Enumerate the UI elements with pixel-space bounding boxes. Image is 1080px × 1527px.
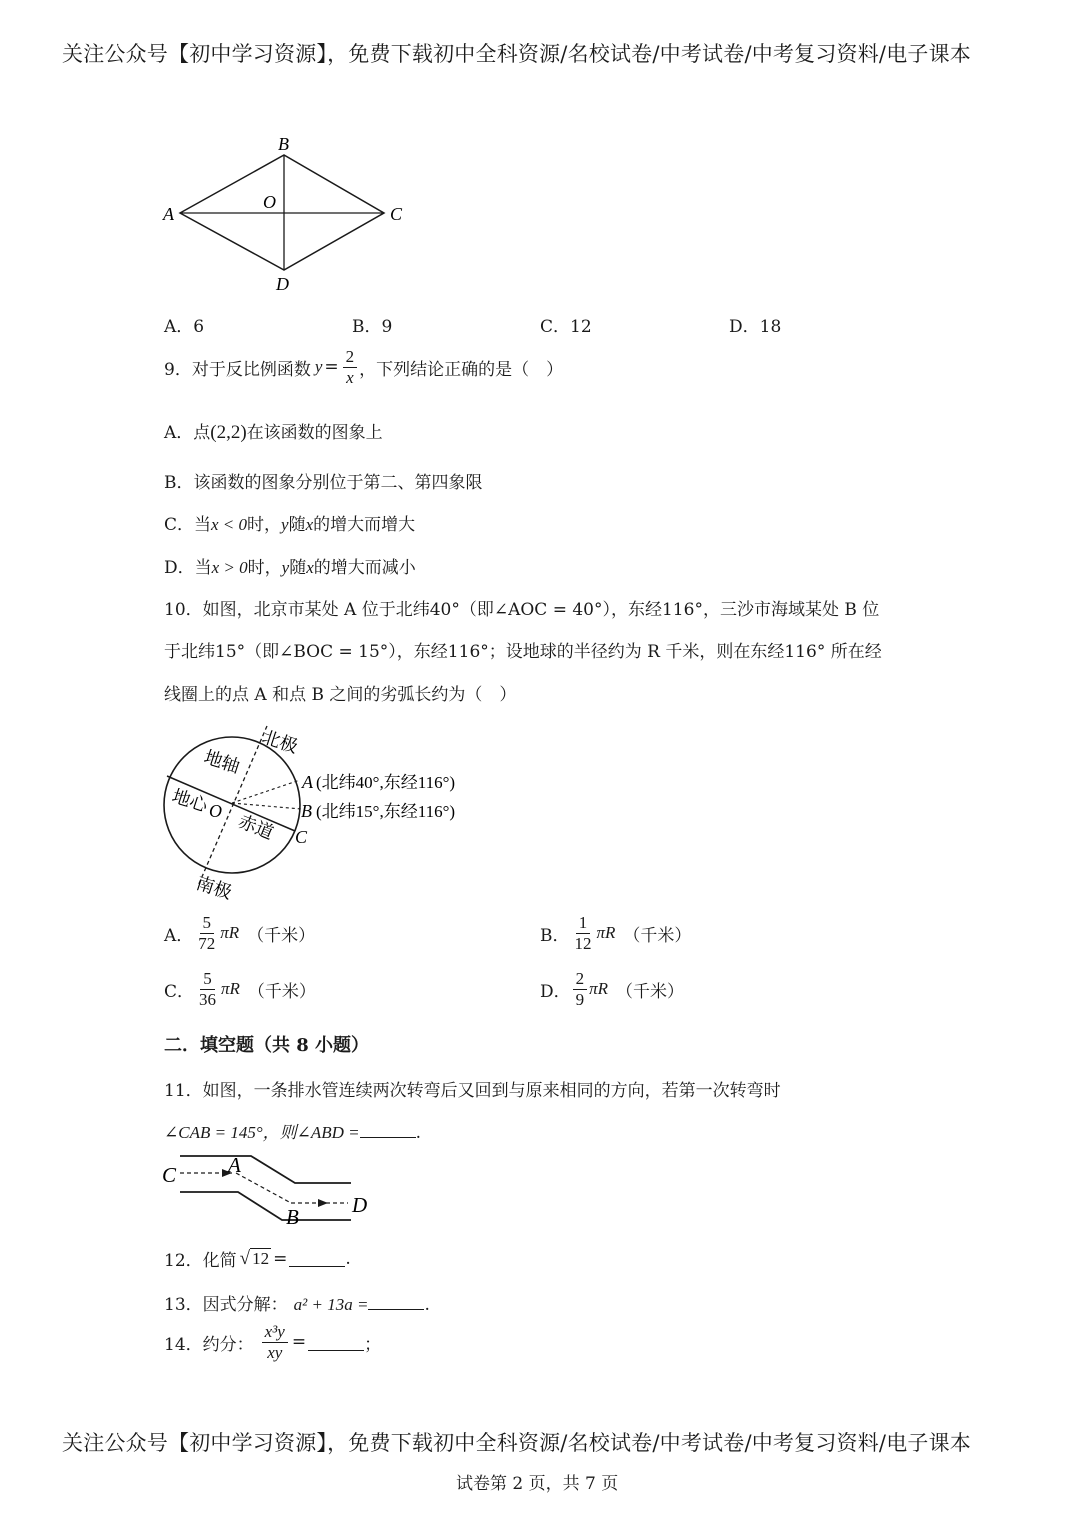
pipe-upper-wall: [180, 1156, 351, 1183]
center-label: 地心: [169, 785, 211, 816]
header-banner: 关注公众号【初中学习资源】，免费下载初中全科资源/名校试卷/中考试卷/中考复习资料/电子课本: [62, 42, 971, 66]
label-o: O: [263, 192, 276, 212]
flow-line-2: [236, 1173, 291, 1203]
q13: 13．因式分解： a² + 13a = .: [164, 1295, 430, 1315]
q10-line-1: 10．如图，北京市某处 A 位于北纬40°（即∠AOC = 40°），东经116°，三沙市海域某处 B 位: [164, 600, 880, 620]
sqrt-symbol: √: [239, 1247, 251, 1269]
pipe-label-d: D: [352, 1193, 368, 1217]
q8-option-d: D．18: [729, 317, 782, 337]
q10-option-d: D． $\frac{2}{9}$ πR （千米）: [540, 969, 685, 1009]
footer-banner: 关注公众号【初中学习资源】，免费下载初中全科资源/名校试卷/中考试卷/中考复习资料/电子课本: [62, 1431, 971, 1455]
point-c-label: C: [295, 827, 308, 847]
q9-option-d: D．当x > 0时，y随x的增大而减小: [164, 558, 416, 578]
q11-line-1: 11．如图，一条排水管连续两次转弯后又回到与原来相同的方向，若第一次转弯时: [164, 1081, 781, 1101]
label-b: B: [278, 134, 289, 154]
q14: 14．约分： $\frac{\text{x³y}}{xy}$ = ；: [164, 1322, 382, 1362]
q12: 12．化简 √ 12 = .: [164, 1247, 351, 1271]
earth-figure: [155, 718, 500, 903]
q14-answer-blank: [308, 1334, 364, 1351]
radius-oa: [232, 780, 300, 803]
q8-option-a: A．6: [164, 317, 205, 337]
q11-line-2: ∠CAB = 145°，则∠ABD = .: [164, 1123, 422, 1143]
q9-stem: 9．对于反比例函数 y = $\frac{2}{x}$ ，下列结论正确的是（ ）: [164, 347, 564, 387]
q9-option-c: C．当x < 0时，y随x的增大而增大: [164, 515, 416, 535]
point-a-coord: (北纬40°,东经116°): [316, 773, 456, 792]
label-d: D: [276, 274, 289, 294]
q8-option-c: C．12: [540, 317, 592, 337]
north-pole-label: 北极: [259, 726, 301, 757]
q10-option-a: A． $\frac{5}{72}$ πR （千米）: [164, 913, 316, 953]
section-2-title: 二．填空题（共 8 小题）: [164, 1035, 370, 1056]
q8-option-b: B．9: [352, 317, 393, 337]
flow-arrow-2: [318, 1199, 328, 1207]
label-a: A: [163, 204, 174, 224]
pipe-label-b: B: [286, 1205, 299, 1229]
pipe-label-c: C: [162, 1163, 177, 1187]
pipe-figure: [158, 1150, 383, 1230]
equator-label: 赤道: [235, 811, 277, 844]
q10-option-c: C． $\frac{5}{36}$ πR （千米）: [164, 969, 316, 1009]
label-c: C: [390, 204, 403, 224]
q10-line-3: 线圈上的点 A 和点 B 之间的劣弧长约为（ ）: [164, 685, 517, 705]
page-number: 试卷第 2 页，共 7 页: [456, 1474, 619, 1494]
pipe-label-a: A: [228, 1153, 241, 1177]
pipe-lower-wall: [180, 1192, 351, 1220]
south-pole-label: 南极: [193, 872, 235, 903]
q9-option-b: B．该函数的图象分别位于第二、第四象限: [164, 473, 483, 493]
q13-answer-blank: [368, 1293, 424, 1310]
q9-option-a: A．点(2,2)在该函数的图象上: [164, 422, 383, 443]
q12-answer-blank: [289, 1250, 345, 1267]
axis-label: 地轴: [201, 746, 243, 777]
point-a-label: A: [302, 772, 313, 792]
point-b-label: B: [301, 801, 312, 821]
q11-answer-blank: [360, 1121, 416, 1138]
rhombus-figure: [150, 128, 420, 298]
q10-option-b: B． $\frac{1}{12}$ πR （千米）: [540, 913, 692, 953]
q9-fraction: $\frac{2}{x}$: [343, 348, 358, 387]
center-letter: O: [209, 801, 222, 821]
point-b-coord: (北纬15°,东经116°): [316, 802, 456, 821]
q10-line-2: 于北纬15°（即∠BOC = 15°），东经116°；设地球的半径约为 R 千米，则在东经116° 所在经: [164, 642, 882, 662]
q14-fraction: $\frac{\text{x³y}}{xy}$: [262, 1323, 288, 1362]
